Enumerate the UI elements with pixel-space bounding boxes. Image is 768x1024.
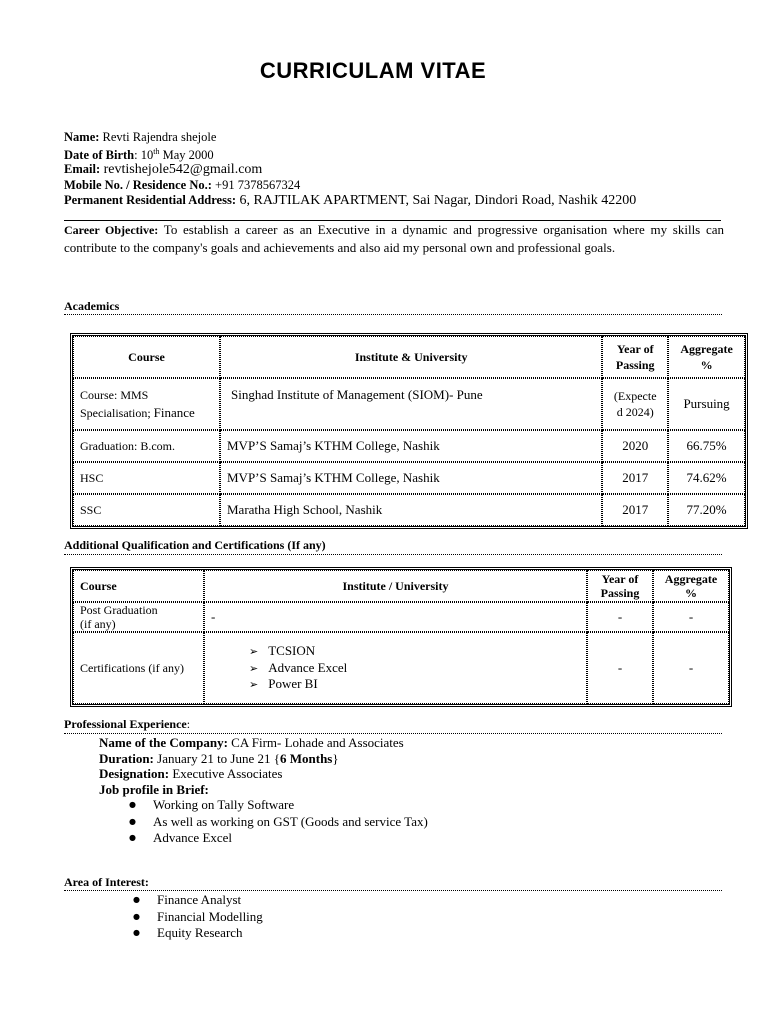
col-year [602, 336, 668, 378]
name-row [64, 130, 636, 145]
name-label: Name: [64, 130, 100, 144]
company-value: CA Firm- Lohade and Associates [227, 735, 404, 750]
designation-row [99, 766, 428, 782]
table-row [73, 494, 745, 526]
table-row [73, 430, 745, 462]
course-cell: Certifications (if any) [73, 632, 204, 704]
table-row [73, 378, 745, 430]
year-line2: d 2024) [616, 405, 654, 419]
course-line2: Specialisation; [80, 405, 154, 420]
certifications-list-cell [204, 632, 587, 704]
col-course: Course [73, 570, 204, 602]
course-line1: Course: MMS [80, 387, 149, 402]
email-row [64, 162, 636, 178]
col-year [587, 570, 653, 602]
list-item: ● Working on Tally Software [99, 797, 428, 814]
year-cell [602, 378, 668, 430]
course-cell [73, 378, 220, 430]
table-row [73, 602, 729, 632]
additional-underline [64, 554, 722, 555]
email-value: revtishejole542@gmail.com [100, 162, 263, 178]
experience-heading-text: Professional Experience [64, 717, 187, 731]
table-row [73, 462, 745, 494]
col-agg-line2: % [700, 358, 713, 372]
address-value: 6, RAJTILAK APARTMENT, Sai Nagar, Dindori Road, Nashik 42200 [236, 192, 637, 208]
duration-end: } [332, 750, 339, 766]
dob-row [64, 145, 636, 163]
course-line2: (if any) [80, 617, 116, 631]
table-row [73, 632, 729, 704]
experience-heading-colon: : [186, 717, 191, 731]
duration-value: January 21 to June 21 { [153, 750, 280, 766]
academics-underline [64, 314, 722, 315]
academics-header-row [73, 336, 745, 378]
experience-underline [64, 733, 722, 734]
course-line1: Post Graduation [80, 603, 158, 617]
certifications-list [211, 643, 580, 693]
col-aggregate [653, 570, 729, 602]
objective-text: To establish a career as an Executive in a dynamic and progressive organisation where my skills can contribute to the company's goals and achievements and also aid my personal own and professional goals. [64, 222, 724, 255]
col-year-line1: Year of [616, 342, 654, 356]
list-item: ➢ Power BI [249, 676, 580, 693]
col-agg-line2: % [685, 586, 697, 600]
col-year-line1: Year of [601, 572, 639, 586]
interest-heading: Area of Interest: [64, 875, 149, 889]
year-cell: 2017 [602, 494, 668, 526]
col-institute: Institute / University [204, 570, 587, 602]
aggregate-cell: - [653, 602, 729, 632]
col-agg-line1: Aggregate [664, 572, 718, 586]
course-cell: Graduation: B.com. [73, 430, 220, 462]
list-item: ➢ TCSION [249, 643, 580, 660]
list-item: ● Equity Research [103, 925, 263, 942]
col-course: Course [73, 336, 220, 378]
year-cell: 2020 [602, 430, 668, 462]
institute-cell: - [204, 602, 587, 632]
dob-suffix: th [153, 146, 160, 156]
year-line1: (Expecte [613, 389, 657, 403]
aggregate-cell: - [653, 632, 729, 704]
duration-months: 6 Months [280, 750, 333, 766]
col-agg-line1: Aggregate [680, 342, 733, 356]
list-item: ● Financial Modelling [103, 909, 263, 926]
interest-list [103, 892, 263, 942]
address-row [64, 193, 636, 209]
course-cell [73, 602, 204, 632]
job-profile-list [99, 797, 428, 847]
job-profile-row [99, 782, 428, 798]
academics-table [70, 333, 748, 529]
designation-value: Executive Associates [169, 766, 283, 781]
course-specialisation: Finance [153, 404, 195, 420]
list-item: ➢ Advance Excel [249, 660, 580, 677]
year-cell: - [587, 602, 653, 632]
year-cell: 2017 [602, 462, 668, 494]
dob-month-year: May 2000 [159, 147, 214, 162]
col-aggregate [668, 336, 745, 378]
aggregate-cell: 66.75% [668, 430, 745, 462]
mobile-value: +91 7378567324 [211, 177, 301, 192]
institute-cell: Maratha High School, Nashik [220, 494, 602, 526]
duration-label: Duration: [99, 750, 154, 766]
certifications-table [70, 567, 732, 707]
personal-details [64, 130, 636, 208]
career-objective [64, 221, 724, 257]
job-profile-label: Job profile in Brief: [99, 781, 209, 797]
experience-details [99, 735, 428, 847]
institute-cell: Singhad Institute of Management (SIOM)- Pune [220, 378, 602, 430]
additional-heading: Additional Qualification and Certifications (If any) [64, 538, 326, 552]
institute-cell: MVP’S Samaj’s KTHM College, Nashik [220, 462, 602, 494]
name-value: Revti Rajendra shejole [99, 130, 217, 144]
list-item: ● Advance Excel [99, 830, 428, 847]
certifications-header-row [73, 570, 729, 602]
list-item: ● Finance Analyst [103, 892, 263, 909]
experience-heading [64, 717, 190, 732]
address-label: Permanent Residential Address: [64, 192, 236, 207]
col-year-line2: Passing [615, 358, 655, 372]
aggregate-cell: 74.62% [668, 462, 745, 494]
col-institute: Institute & University [220, 336, 602, 378]
aggregate-cell: Pursuing [668, 378, 745, 430]
company-row [99, 735, 428, 751]
objective-label: Career Objective: [64, 223, 159, 237]
academics-heading: Academics [64, 299, 120, 313]
dob-label: Date of Birth [64, 147, 135, 162]
course-cell: SSC [73, 494, 220, 526]
interest-underline [64, 890, 722, 891]
email-label: Email: [64, 162, 101, 177]
mobile-row [64, 178, 636, 193]
mobile-label: Mobile No. / Residence No.: [64, 177, 212, 192]
page-title: CURRICULAM VITAE [259, 58, 487, 83]
company-label: Name of the Company: [99, 735, 228, 750]
interest-section [103, 892, 263, 942]
course-cell: HSC [73, 462, 220, 494]
designation-label: Designation: [99, 766, 170, 781]
year-cell: - [587, 632, 653, 704]
dob-value: : 10 [134, 147, 154, 162]
aggregate-cell: 77.20% [668, 494, 745, 526]
list-item: ● As well as working on GST (Goods and service Tax) [99, 814, 428, 831]
col-year-line2: Passing [600, 586, 640, 600]
institute-cell: MVP’S Samaj’s KTHM College, Nashik [220, 430, 602, 462]
duration-row [99, 751, 428, 767]
